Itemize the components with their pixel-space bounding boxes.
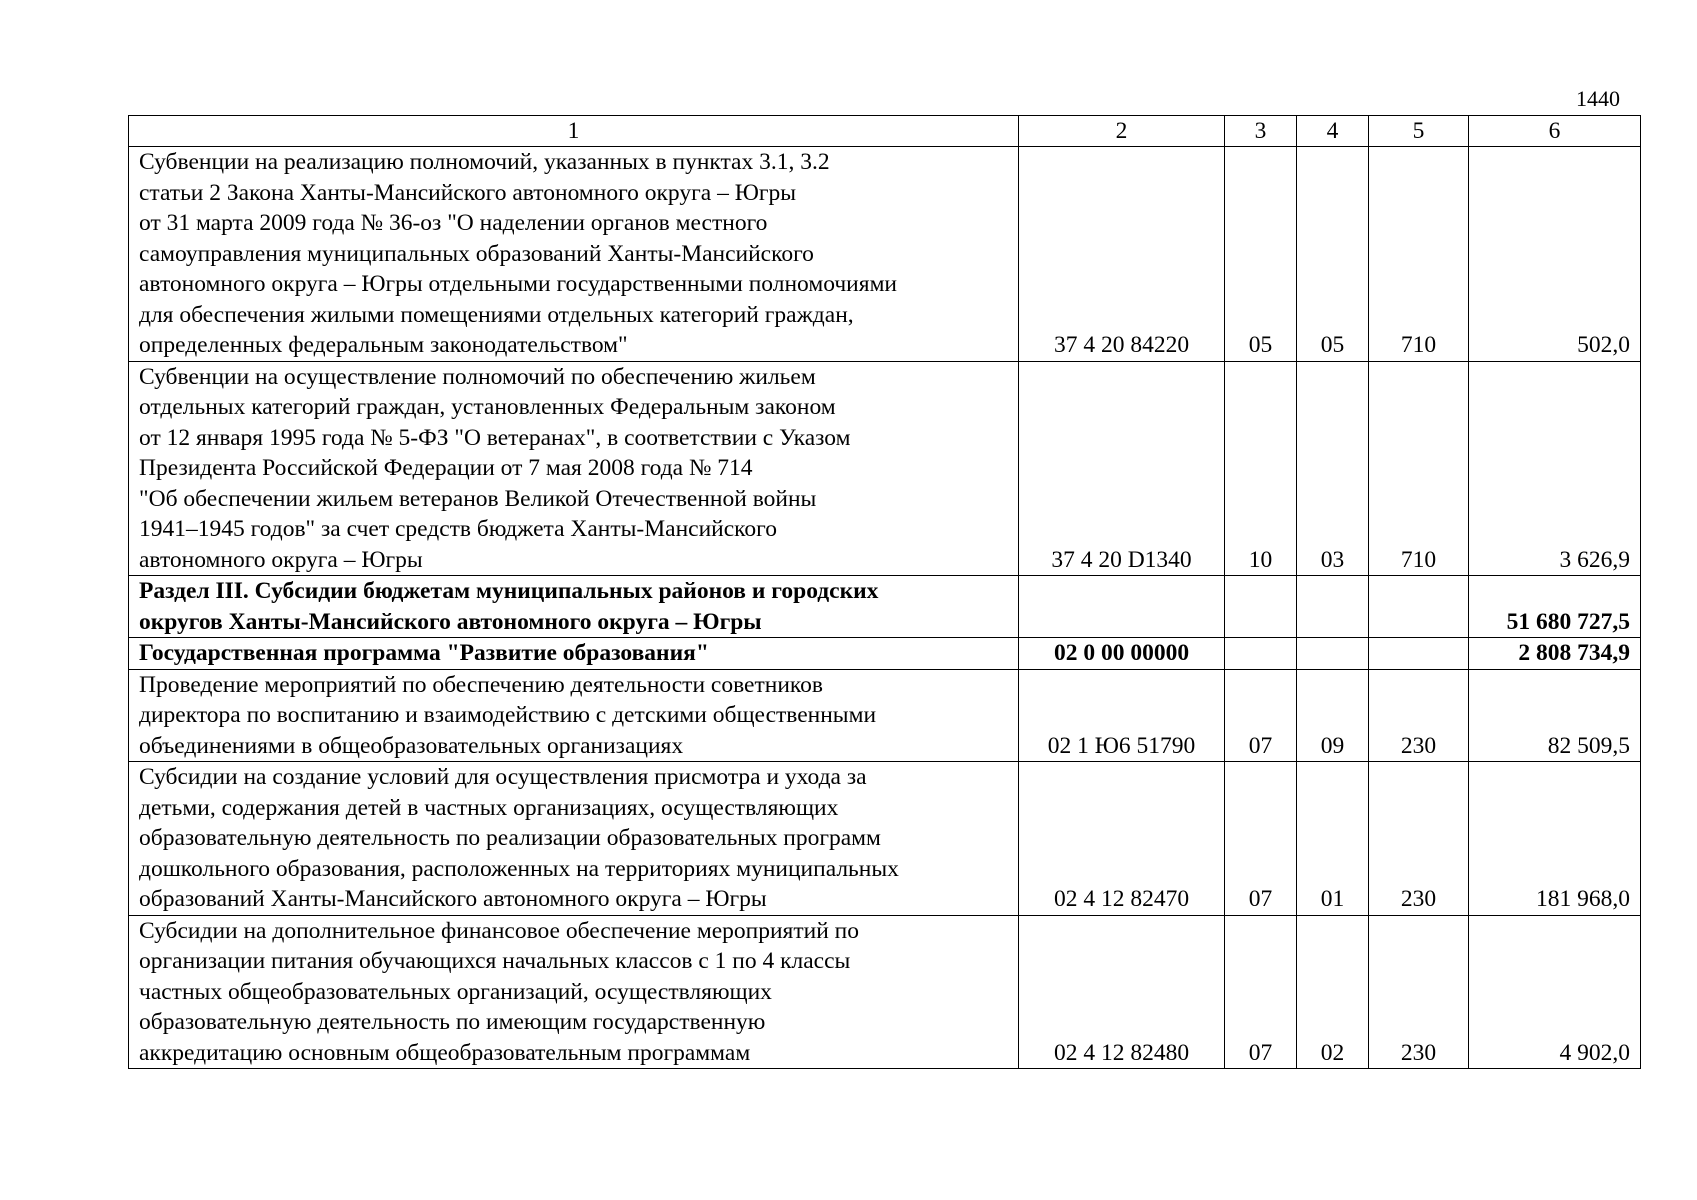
- row-amount: 3 626,9: [1469, 361, 1641, 576]
- row-subsection: 01: [1297, 762, 1369, 916]
- program-title: Государственная программа "Развитие образования": [129, 638, 1019, 670]
- row-target-code: 37 4 20 D1340: [1019, 361, 1225, 576]
- row-description: Субсидии на дополнительное финансовое обеспечение мероприятий по организации питания обучающихся начальных классов с 1 по 4 классы частных общеобразовательных организаций, осуществляющих образовательную деятельность по имеющим государственную аккредитацию основным общеобразовательным программам: [129, 915, 1019, 1069]
- row-amount: 502,0: [1469, 147, 1641, 362]
- row-subsection: 03: [1297, 361, 1369, 576]
- row-subsection: [1297, 638, 1369, 670]
- row-target-code: 02 4 12 82480: [1019, 915, 1225, 1069]
- row-expense-type: [1369, 638, 1469, 670]
- row-target-code: 02 4 12 82470: [1019, 762, 1225, 916]
- row-description: Субсидии на создание условий для осуществления присмотра и ухода за детьми, содержания детей в частных организациях, осуществляющих образовательную деятельность по реализации образовательных программ дошкольного образования, расположенных на территориях муниципальных образований Ханты-Мансийского автономного округа – Югры: [129, 762, 1019, 916]
- row-expense-type: 230: [1369, 669, 1469, 762]
- row-subsection: [1297, 576, 1369, 638]
- row-subsection: 05: [1297, 147, 1369, 362]
- row-target-code: 02 1 Ю6 51790: [1019, 669, 1225, 762]
- program-header-row: [129, 638, 1641, 670]
- row-target-code: [1019, 576, 1225, 638]
- row-section: 07: [1225, 762, 1297, 916]
- column-number-header-row: [129, 116, 1641, 147]
- column-header-5: 5: [1369, 116, 1469, 147]
- column-header-1: 1: [129, 116, 1019, 147]
- column-header-4: 4: [1297, 116, 1369, 147]
- column-header-6: 6: [1469, 116, 1641, 147]
- budget-table: [128, 115, 1641, 1069]
- row-section: 07: [1225, 915, 1297, 1069]
- program-code: 02 0 00 00000: [1019, 638, 1225, 670]
- section-total-amount: 51 680 727,5: [1469, 576, 1641, 638]
- row-subsection: 02: [1297, 915, 1369, 1069]
- row-expense-type: 710: [1369, 361, 1469, 576]
- row-expense-type: 230: [1369, 915, 1469, 1069]
- row-target-code: 37 4 20 84220: [1019, 147, 1225, 362]
- row-subsection: 09: [1297, 669, 1369, 762]
- row-description: Субвенции на осуществление полномочий по обеспечению жильем отдельных категорий граждан, установленных Федеральным законом от 12 января 1995 года № 5-ФЗ "О ветеранах", в соответствии с Указом Президента Российской Федерации от 7 мая 2008 года № 714 "Об обеспечении жильем ветеранов Великой Отечественной войны 1941–1945 годов" за счет средств бюджета Ханты-Мансийского автономного округа – Югры: [129, 361, 1019, 576]
- section-header-row: [129, 576, 1641, 638]
- row-amount: 181 968,0: [1469, 762, 1641, 916]
- row-section: [1225, 638, 1297, 670]
- row-amount: 82 509,5: [1469, 669, 1641, 762]
- table-row: [129, 762, 1641, 916]
- row-amount: 4 902,0: [1469, 915, 1641, 1069]
- row-section: 10: [1225, 361, 1297, 576]
- table-row: [129, 669, 1641, 762]
- column-header-2: 2: [1019, 116, 1225, 147]
- row-expense-type: 230: [1369, 762, 1469, 916]
- row-expense-type: [1369, 576, 1469, 638]
- row-expense-type: 710: [1369, 147, 1469, 362]
- row-section: [1225, 576, 1297, 638]
- table-row: [129, 361, 1641, 576]
- table-row: [129, 915, 1641, 1069]
- row-description: Проведение мероприятий по обеспечению деятельности советников директора по воспитанию и взаимодействию с детскими общественными объединениями в общеобразовательных организациях: [129, 669, 1019, 762]
- row-description: Субвенции на реализацию полномочий, указанных в пунктах 3.1, 3.2 статьи 2 Закона Ханты-Мансийского автономного округа – Югры от 31 марта 2009 года № 36-оз "О наделении органов местного самоуправления муниципальных образований Ханты-Мансийского автономного округа – Югры отдельными государственными полномочиями для обеспечения жилыми помещениями отдельных категорий граждан, определенных федеральным законодательством": [129, 147, 1019, 362]
- column-header-3: 3: [1225, 116, 1297, 147]
- table-row: [129, 147, 1641, 362]
- row-section: 05: [1225, 147, 1297, 362]
- page-number: 1440: [1576, 86, 1620, 111]
- program-total-amount: 2 808 734,9: [1469, 638, 1641, 670]
- section-title: Раздел III. Субсидии бюджетам муниципальных районов и городских округов Ханты-Мансийского автономного округа – Югры: [129, 576, 1019, 638]
- row-section: 07: [1225, 669, 1297, 762]
